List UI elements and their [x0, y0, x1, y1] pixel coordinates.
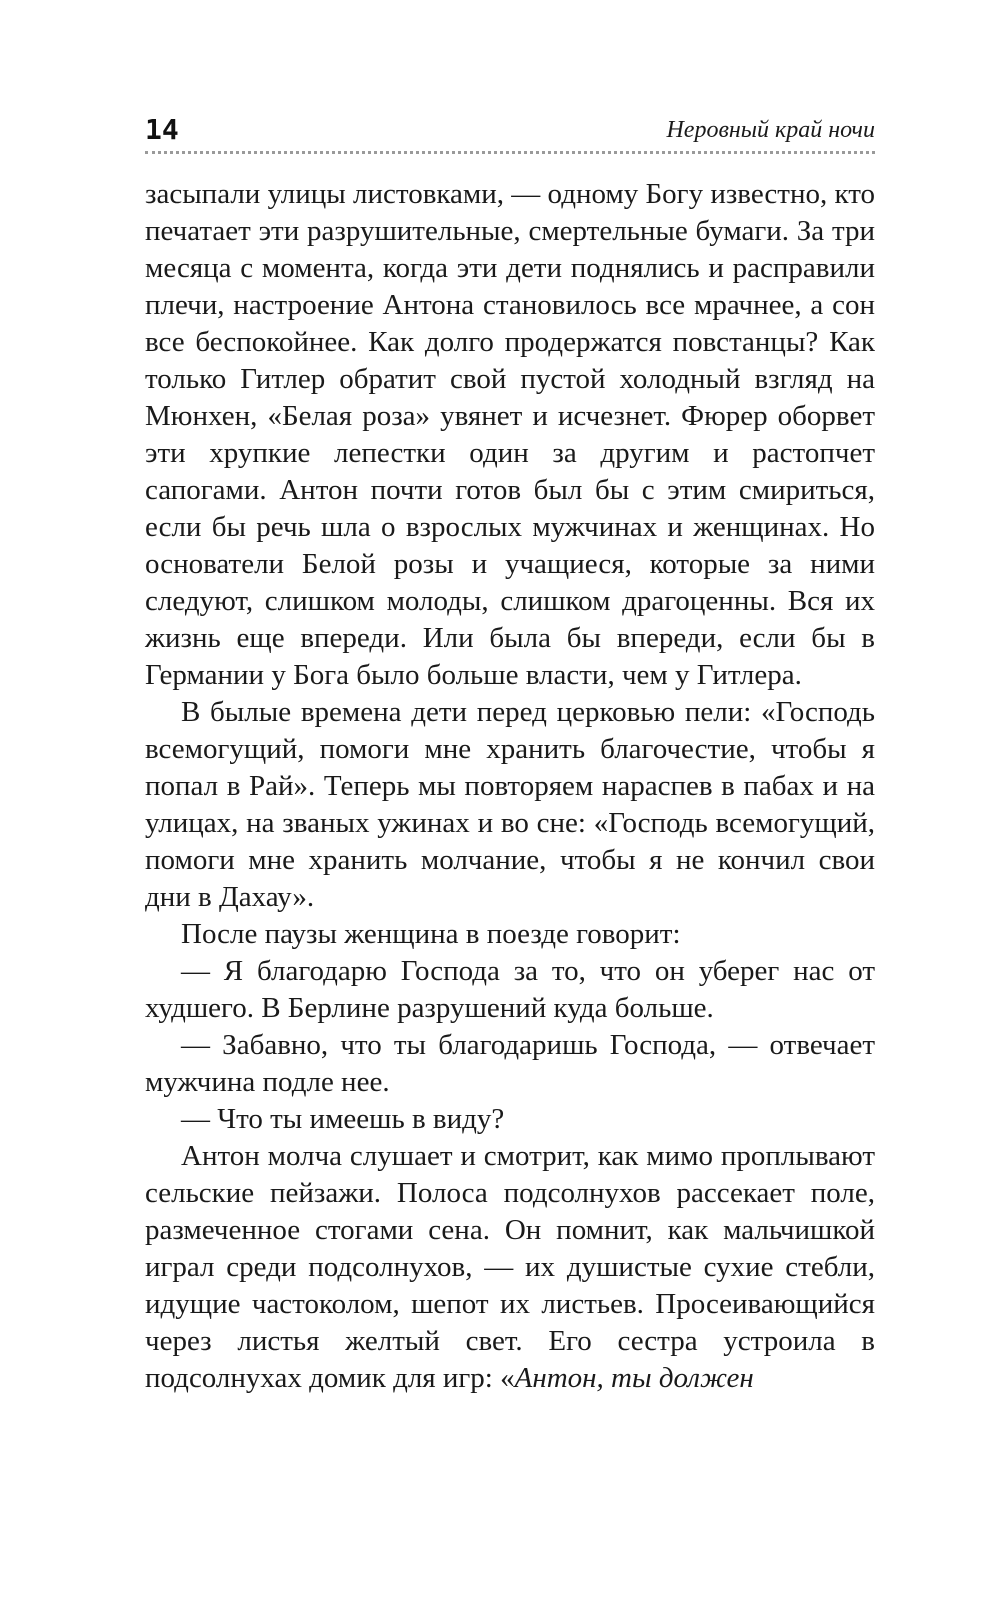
running-head	[145, 112, 875, 148]
book-title: Неровный край ночи	[666, 117, 875, 143]
paragraph-3: После паузы женщина в поезде говорит:	[181, 918, 681, 950]
paragraph-6: — Что ты имеешь в виду?	[181, 1103, 505, 1135]
paragraph-7-text: Антон молча слушает и смотрит, как мимо проплывают сельские пейзажи. Полоса подсолнухов рассекает поле, размеченное стогами сена. Он помнит, как мальчишкой играл среди подсолнухов, — их душистые сухие стебли, идущие частоколом, шепот их листьев. Просеивающийся через листья желтый свет. Его сестра устроила в подсолнухах домик для игр: «	[145, 1140, 875, 1394]
header-divider	[145, 151, 875, 154]
paragraph-4: — Я благодарю Господа за то, что он уберег нас от худшего. В Берлине разрушений куда больше.	[145, 955, 875, 1024]
paragraph-5: — Забавно, что ты благодаришь Господа, — отвечает мужчина подле нее.	[145, 1029, 875, 1098]
paragraph-7-italic-tail: Антон, ты должен	[514, 1362, 754, 1394]
body-text	[145, 176, 875, 1397]
paragraph-2: В былые времена дети перед церковью пели: «Господь всемогущий, помоги мне хранить благочестие, чтобы я попал в Рай». Теперь мы повторяем нараспев в пабах и на улицах, на званых ужинах и во сне: «Господь всемогущий, помоги мне хранить молчание, чтобы я не кончил свои дни в Дахау».	[145, 696, 875, 913]
page-number: 14	[145, 113, 179, 146]
paragraph-7	[145, 1138, 875, 1397]
paragraph-1: засыпали улицы листовками, — одному Богу известно, кто печатает эти разрушительные, смертельные бумаги. За три месяца с момента, когда эти дети поднялись и расправили плечи, настроение Антона становилось все мрачнее, а сон все беспокойнее. Как долго продержатся повстанцы? Как только Гитлер обратит свой пустой холодный взгляд на Мюнхен, «Белая роза» увянет и исчезнет. Фюрер оборвет эти хрупкие лепестки один за другим и растопчет сапогами. Антон почти готов был бы с этим смириться, если бы речь шла о взрослых мужчинах и женщинах. Но основатели Белой розы и учащиеся, которые за ними следуют, слишком молоды, слишком драгоценны. Вся их жизнь еще впереди. Или была бы впереди, если бы в Германии у Бога было больше власти, чем у Гитлера.	[145, 178, 875, 691]
